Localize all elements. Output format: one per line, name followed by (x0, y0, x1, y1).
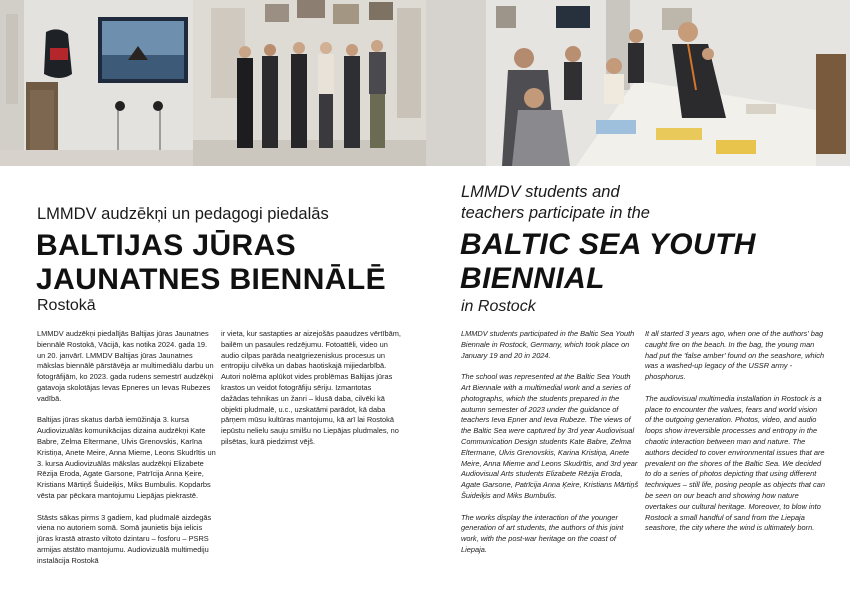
english-pretitle-line: teachers participate in the (461, 204, 650, 222)
paragraph: Baltijas jūras skatus darbā iemūžināja 3. kursa Audiovizuālās komunikācijas dizaina audzēkņi Kate Babre, Zelma Eltermane, Ulvis Grenovskis, Karīna Kristiņa, Anete Meire, Anna Mieme, Leons Skudrītis un 3. kursa Audiovizuālās mākslas audzēkņi Elizabete Rēzija Eroda, Agate Garsone, Patrīcija Anna Ķeire, Kristians Mārtiņš Šuideiķis, Miks Bumbulis. Kopdarbs vēsta par pēckara mantojumu Liepājas piekrastē. (37, 415, 216, 500)
english-title-line: BIENNIAL (460, 262, 605, 295)
photo-group-portrait (193, 0, 426, 166)
english-pretitle (461, 182, 650, 224)
latvian-title-line: JAUNATNES BIENNĀLĒ (36, 263, 387, 296)
latvian-title (36, 229, 386, 297)
photo-exhibition-screen (0, 0, 193, 166)
english-title-line: BALTIC SEA YOUTH (460, 228, 756, 261)
paragraph: The school was represented at the Baltic Sea Youth Art Biennale with a multimedial work and a series of photographs, which the students prepared in the autumn semester of 2023 under the guidance of teachers Ieva Epner and Ieva Rubeze. The views of the Baltic Sea were captured by 3rd year Audiovisual Communication Design students Kate Babre, Zelma Eltermane, Ulvis Grenovskis, Karina Kristiņa, Anete Meire, Anna Mieme and Leons Skudrītis, and 3rd year Audiovisual Arts students Elizabete Rēzija Eroda, Agate Garsone, Patrīcija Anna Ķeire, Kristians Mārtiņš Šuideiķis and Miks Bumbulis. (461, 372, 639, 500)
paragraph: The works display the interaction of the younger generation of art students, the authors of this joint work, with the post-war heritage on the coast of Liepaja. (461, 512, 624, 554)
english-body-column-1 (461, 329, 641, 567)
english-body-column-2 (645, 329, 825, 545)
paragraph: The audiovisual multimedia installation in Rostock is a place to encounter the values, fears and world vision of the outgoing generation. Photos, video, and audio loops show irreversible processes and entropy in the chaotic interaction between man and nature. The authors decided to cover environmental issues that are prevalent on the shores of the Baltic Sea. We decided to do a series of photos depicting that using different techniques – still life, posing people as objects that can be seen on our beach and showing how nature overtakes our cultural heritage. Moreover, to blow into Rostock a small handful of sand from the Liepaja seashore, the city where the wind is ultimately born. (645, 393, 825, 533)
paragraph: ir vieta, kur sastapties ar aizejošās paaudzes vērtībām, bailēm un pasaules redzējumu. Fotoattēli, video un audio cilpas parāda neatgriezeniskus procesus un entropiju cilvēka un dabas haotiskajā mijiedarbībā. Autori nolēma aplūkot vides problēmas Baltijas jūras krastos un veidot fotogrāfiju sēriju. Izmantotas dažādas tehnikas un žanri – klusā daba, cilvēki kā objekti pludmalē, u.c., uzskatāmi parādot, kā daba pārņem mūsu kultūras mantojumu, kā arī lai Rostokā iepūstu nelielu sauju smilšu no Liepājas pludmales, no pilsētas, kurā piedzimst vējš. (221, 329, 401, 446)
latvian-body-column-1 (37, 329, 217, 577)
latvian-pretitle: LMMDV audzēkņi un pedagogi piedalās (37, 205, 329, 223)
english-city: in Rostock (461, 298, 536, 315)
paragraph: LMMDV students participated in the Baltic Sea Youth Biennale in Rostock, Germany, which took place on January 19 and 20 in 2024. (461, 329, 635, 360)
paragraph: LMMDV audzēkņi piedalījās Baltijas jūras Jaunatnes biennālē Rostokā, Vācijā, kas notika 2024. gada 19. un 20. janvārī. LMMDV Baltijas jūras Jaunatnes mākslas biennālē pārstāvēja ar multimediālu darbu un fotogrāfijām, ko 2023. gada rudens semestrī audzēkņi gatavoja skolotājas Ievas Epneres un Ievas Rubezes vadībā. (37, 329, 214, 403)
english-title (460, 228, 756, 296)
latvian-city: Rostokā (37, 297, 96, 314)
paragraph: It all started 3 years ago, when one of the authors' bag caught fire on the beach. In the bag, the young man had put the 'false amber' found on the seashore, which was a washed-up legacy of the USSR army - phosphorus. (645, 329, 825, 382)
paragraph: Stāsts sākas pirms 3 gadiem, kad pludmalē aizdegās viena no autoriem somā. Somā jaunietis bija ielicis jūras krastā atrasto viltoto dzintaru – fosforu – PSRS armijas atstāto mantojumu. Audiovizuālā multimediju instalācija Rostokā (37, 512, 212, 565)
latvian-body-column-2 (221, 329, 401, 459)
photo-workshop-table (426, 0, 850, 166)
english-pretitle-line: LMMDV students and (461, 183, 620, 201)
latvian-title-line: BALTIJAS JŪRAS (36, 229, 297, 262)
